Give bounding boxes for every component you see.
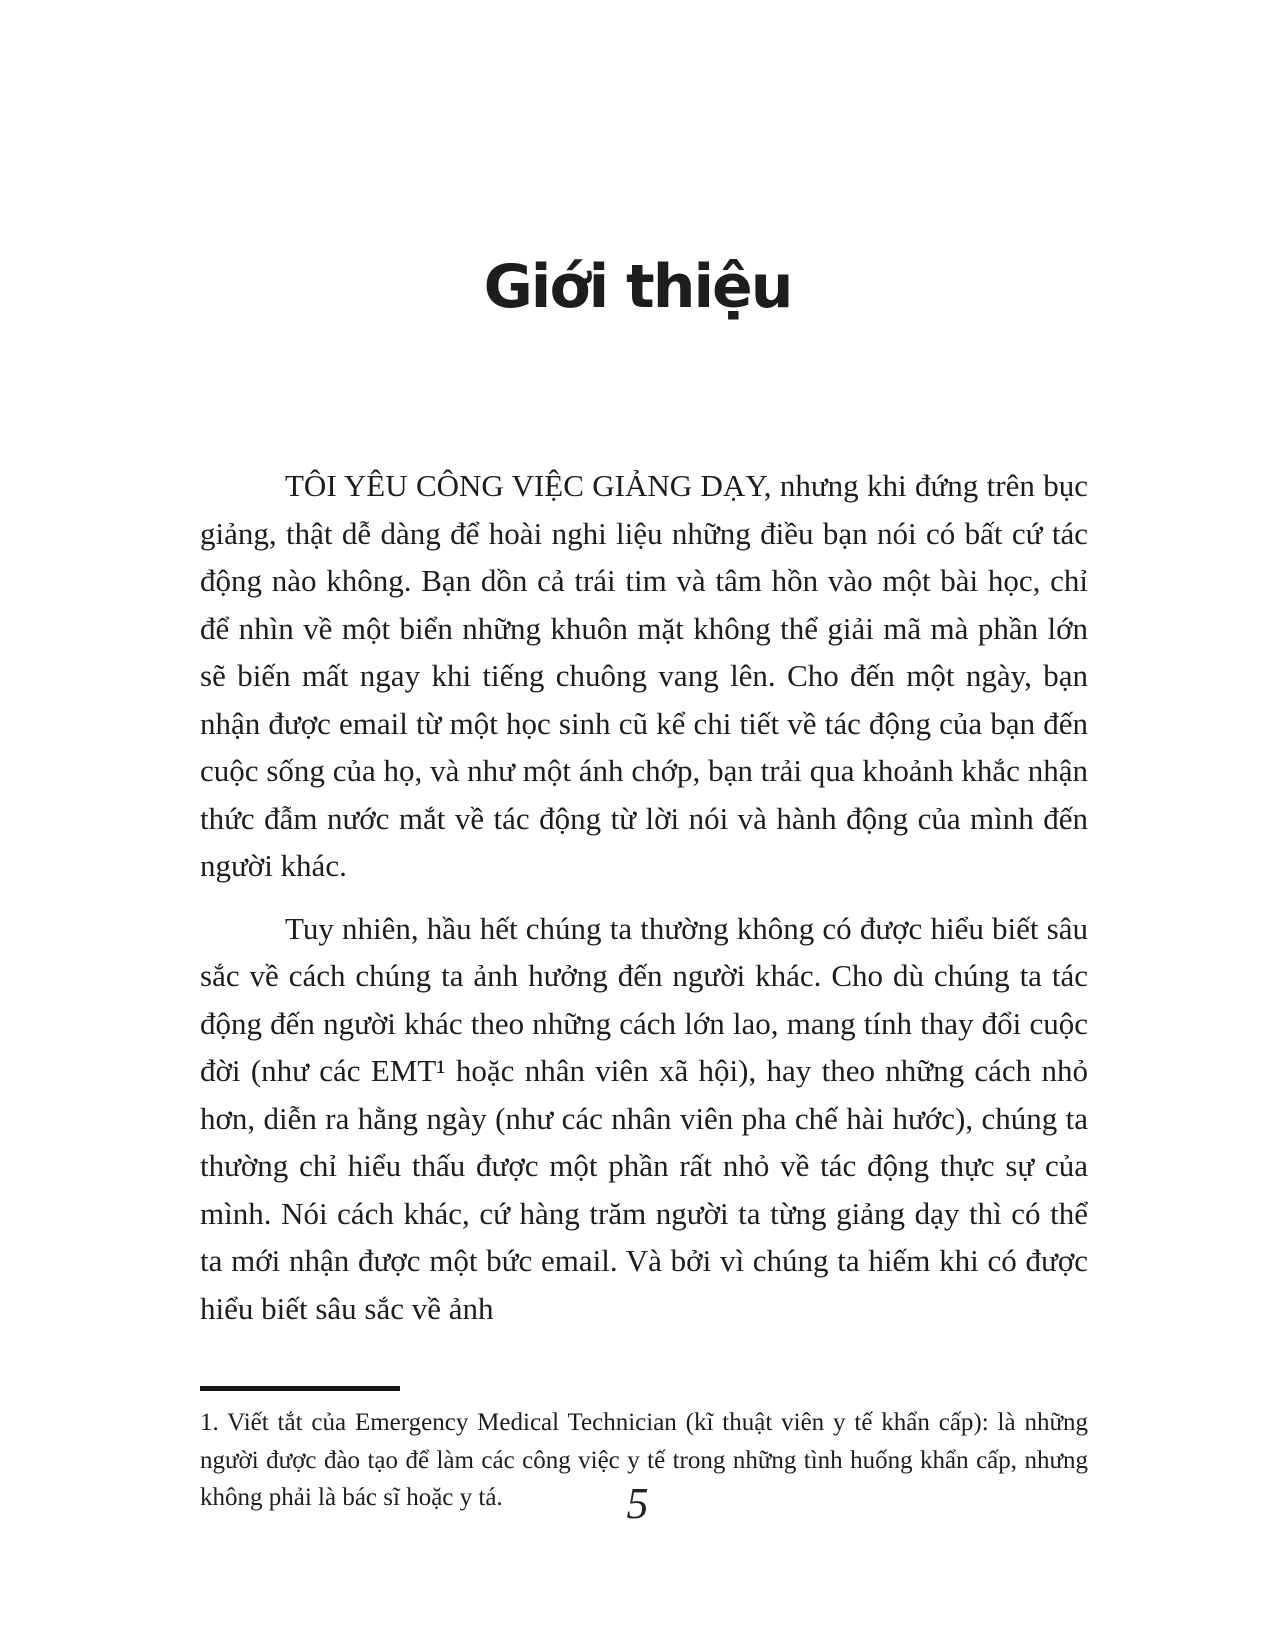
footnote-text: 1. Viết tắt của Emergency Medical Technician (kĩ thuật viên y tế khẩn cấp): là những người được đào tạo để làm các công việc y tế trong những tình huống khẩn cấp, nhưng không phải là bác sĩ hoặc y tá. [200,1409,1088,1511]
paragraph-1: TÔI YÊU CÔNG VIỆC GIẢNG DẠY, nhưng khi đứng trên bục giảng, thật dễ dàng để hoài nghi liệu những điều bạn nói có bất cứ tác động nào không. Bạn dồn cả trái tim và tâm hồn vào một bài học, chỉ để nhìn về một biển những khuôn mặt không thể giải mã mà phần lớn sẽ biến mất ngay khi tiếng chuông vang lên. Cho đến một ngày, bạn nhận được email từ một học sinh cũ kể chi tiết về tác động của bạn đến cuộc sống của họ, và như một ánh chớp, bạn trải qua khoảnh khắc nhận thức đẫm nước mắt về tác động từ lời nói và hành động của mình đến người khác. [200,468,1088,883]
page-number: 5 [626,1479,649,1528]
paragraph-2: Tuy nhiên, hầu hết chúng ta thường không có được hiểu biết sâu sắc về cách chúng ta ảnh hưởng đến người khác. Cho dù chúng ta tác động đến người khác theo những cách lớn lao, mang tính thay đổi cuộc đời (như các EMT¹ hoặc nhân viên xã hội), hay theo những cách nhỏ hơn, diễn ra hằng ngày (như các nhân viên pha chế hài hước), chúng ta thường chỉ hiểu thấu được một phần rất nhỏ về tác động thực sự của mình. Nói cách khác, cứ hàng trăm người ta từng giảng dạy thì có thể ta mới nhận được một bức email. Và bởi vì chúng ta hiếm khi có được hiểu biết sâu sắc về ảnh [200,910,1088,1326]
body-text [200,462,1088,1347]
footnote-separator-rule [200,1386,400,1391]
chapter-title: Giới thiệu [483,252,792,322]
